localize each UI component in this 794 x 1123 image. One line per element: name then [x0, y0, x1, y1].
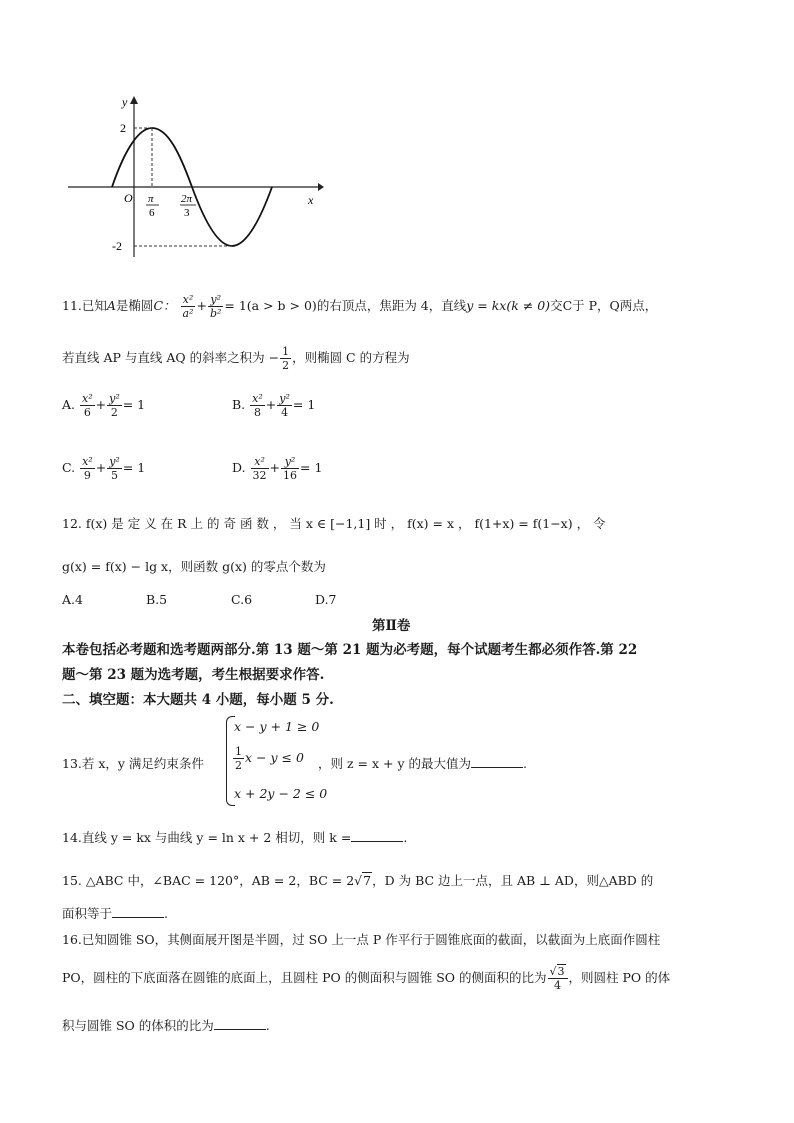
q13-constraint-3: x + 2y − 2 ≤ 0 [234, 786, 328, 801]
q11-option-d[interactable]: D. $\frac{\text{x²}}{32}$ + $\frac{\text{y²}}{16}$ = 1 [232, 455, 323, 482]
q11-line1: 11.已知A是椭圆C： $\frac{\text{x²}}{\text{a²}}$ + $\frac{\text{y²}}{\text{b²}}$ = 1(a > b > 0)的右顶点，焦距为 4，直线y = kx(k ≠ 0)交C于 P，Q两点， [62, 293, 658, 320]
q12-option-a[interactable]: A.4 [62, 592, 83, 607]
q13-answer-blank[interactable] [471, 755, 523, 769]
q11-option-a[interactable]: A. $\frac{\text{x²}}{6}$ + $\frac{\text{y²}}{2}$ = 1 [62, 392, 146, 419]
x-axis-label: x [308, 193, 314, 207]
q12-line2: g(x) = f(x) − lg x，则函数 g(x) 的零点个数为 [62, 559, 326, 574]
q14-answer-blank[interactable] [351, 829, 403, 843]
x-tick2-num: 2π [181, 193, 193, 205]
sine-graph [60, 92, 330, 267]
x-axis-arrow [318, 183, 324, 191]
q15-answer-blank[interactable] [112, 905, 164, 919]
y-axis-label: y [122, 95, 128, 109]
q15-line1: 15. △ABC 中，∠BAC = 120°，AB = 2，BC = 2√7，D 为 BC 边上一点，且 AB ⊥ AD，则△ABD 的 [62, 873, 654, 888]
q11-option-c[interactable]: C. $\frac{\text{x²}}{9}$ + $\frac{\text{y²}}{5}$ = 1 [62, 455, 146, 482]
section-intro-line1: 本卷包括必考题和选考题两部分.第 13 题～第 21 题为必考题，每个试题考生都必须作答.第 22 [62, 642, 638, 658]
q13-constraint-2: $\frac{1}{2}$ x − y ≤ 0 [235, 745, 304, 772]
area-ratio-fraction: $\frac{√3}{4}$ [548, 965, 568, 992]
ellipse-y-term: $\frac{\text{y²}}{\text{b²}}$ [209, 293, 222, 320]
q14-line: 14.直线 y = kx 与曲线 y = ln x + 2 相切，则 k = . [62, 830, 408, 845]
origin-label: O [124, 191, 133, 205]
q16-line3: 积与圆锥 SO 的体积的比为 . [62, 1018, 270, 1033]
q12-option-c[interactable]: C.6 [231, 592, 253, 607]
slope-product-fraction: $\frac{1}{2}$ [282, 345, 290, 372]
q11-option-b[interactable]: B. $\frac{\text{x²}}{8}$ + $\frac{\text{y²}}{4}$ = 1 [232, 392, 316, 419]
q12-line1: 12. f(x) 是 定 义 在 R 上 的 奇 函 数 ， 当 x ∈ [−1,1] 时 ， f(x) = x ， f(1+x) = f(1−x) ， 令 [62, 516, 606, 531]
q12-option-b[interactable]: B.5 [146, 592, 168, 607]
q13-tail: ，则 z = x + y 的最大值为 . [318, 756, 527, 771]
section-title: 第Ⅱ卷 [372, 618, 411, 634]
q16-answer-blank[interactable] [214, 1017, 266, 1031]
q11-line2: 若直线 AP 与直线 AQ 的斜率之积为 − $\frac{1}{2}$ ，则椭圆 C 的方程为 [62, 345, 410, 372]
q16-line1: 16.已知圆锥 SO，其侧面展开图是半圆，过 SO 上一点 P 作平行于圆锥底面的截面，以截面为上底面作圆柱 [62, 932, 661, 947]
ellipse-x-term: $\frac{\text{x²}}{\text{a²}}$ [182, 293, 194, 320]
y-min-label: -2 [112, 239, 122, 253]
part-header: 二、填空题：本大题共 4 小题，每小题 5 分. [62, 692, 334, 708]
q12-option-d[interactable]: D.7 [315, 592, 337, 607]
q13-lead: 13.若 x，y 满足约束条件 [62, 756, 204, 771]
y-axis-arrow [130, 96, 138, 104]
q13-constraint-1: x − y + 1 ≥ 0 [234, 719, 320, 734]
q16-line2: PO，圆柱的下底面落在圆锥的底面上，且圆柱 PO 的侧面积与圆锥 SO 的侧面积的比为 $\frac{√3}{4}$ ，则圆柱 PO 的体 [62, 965, 671, 992]
x-tick1-den: 6 [149, 207, 155, 219]
x-tick2-den: 3 [184, 207, 190, 219]
x-tick1-num: π [148, 193, 154, 205]
section-intro-line2: 题～第 23 题为选考题，考生根据要求作答. [62, 667, 325, 683]
q15-line2: 面积等于 . [62, 906, 168, 921]
y-max-label: 2 [120, 121, 126, 135]
